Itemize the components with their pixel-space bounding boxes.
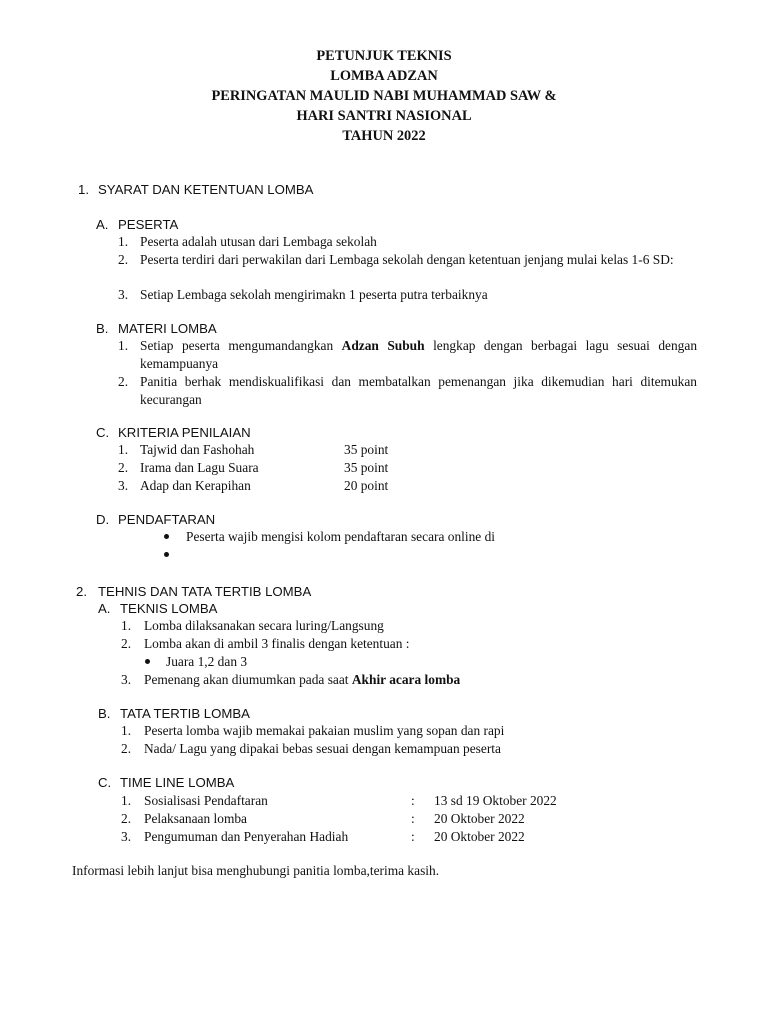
list-item-number: 3. [118, 478, 129, 493]
criteria-value: 35 point [344, 460, 389, 475]
subsection-2c-letter: C. [98, 775, 112, 790]
list-item-text: Nada/ Lagu yang dipakai bebas sesuai dengan kemampuan peserta [144, 741, 501, 756]
criteria-value: 20 point [344, 478, 389, 493]
section-1-number: 1. [78, 182, 89, 197]
list-item-number: 2. [118, 252, 129, 267]
section-2-heading: TEHNIS DAN TATA TERTIB LOMBA [98, 584, 312, 599]
list-item-text: Setiap Lembaga sekolah mengirimakn 1 peserta putra terbaiknya [140, 287, 488, 302]
timeline-separator: : [411, 793, 415, 808]
bold-text-run: Adzan Subuh [341, 338, 425, 353]
list-item-text [140, 337, 697, 373]
list-item-number: 2. [121, 741, 132, 756]
title-line-3: PERINGATAN MAULID NABI MUHAMMAD SAW & [211, 88, 557, 104]
subsection-1a-heading: PESERTA [118, 217, 179, 232]
criteria-value: 35 point [344, 442, 389, 457]
subsection-1a-letter: A. [96, 217, 109, 232]
subsection-2b-heading: TATA TERTIB LOMBA [120, 706, 250, 721]
text-run: lengkap dengan berbagai lagu sesuai dengan kemampuanya [140, 338, 698, 371]
list-item-number: 2. [118, 374, 129, 389]
subsection-1c-heading: KRITERIA PENILAIAN [118, 425, 251, 440]
list-item-number: 1. [118, 234, 129, 249]
timeline-label: Sosialisasi Pendaftaran [144, 793, 268, 808]
list-item-number: 3. [118, 287, 129, 302]
subsection-1c-letter: C. [96, 425, 110, 440]
bullet-item-text: Peserta wajib mengisi kolom pendaftaran secara online di [186, 529, 495, 544]
list-item-text: Peserta terdiri dari perwakilan dari Lembaga sekolah dengan ketentuan jenjang mulai kelas 1-6 SD: [140, 252, 674, 267]
timeline-label: Pelaksanaan lomba [144, 811, 247, 826]
timeline-separator: : [411, 829, 415, 844]
title-line-2: LOMBA ADZAN [330, 68, 438, 84]
list-item-number: 1. [121, 723, 132, 738]
list-item-text: Lomba dilaksanakan secara luring/Langsung [144, 618, 384, 633]
criteria-label: Adap dan Kerapihan [140, 478, 251, 493]
closing-note: Informasi lebih lanjut bisa menghubungi panitia lomba,terima kasih. [72, 863, 440, 878]
document-title [0, 46, 768, 146]
subsection-1b-letter: B. [96, 321, 109, 336]
bold-text-run: Akhir acara lomba [351, 672, 461, 687]
timeline-date: 20 Oktober 2022 [434, 811, 525, 826]
subsection-2a-heading: TEKNIS LOMBA [120, 601, 218, 616]
section-2-number: 2. [76, 584, 87, 599]
subsection-2a-letter: A. [98, 601, 111, 616]
subsection-2c-heading: TIME LINE LOMBA [120, 775, 235, 790]
subsection-1d-letter: D. [96, 512, 110, 527]
text-run: Pemenang akan diumumkan pada saat [144, 672, 352, 687]
list-item-text: Peserta adalah utusan dari Lembaga sekolah [140, 234, 377, 249]
timeline-date: 13 sd 19 Oktober 2022 [434, 793, 557, 808]
subsection-1d-heading: PENDAFTARAN [118, 512, 216, 527]
list-item-text: Panitia berhak mendiskualifikasi dan membatalkan pemenangan jika dikemudian hari ditemukan kecurangan [140, 374, 697, 407]
list-item-number: 1. [118, 442, 129, 457]
bullet-dot [164, 552, 169, 557]
title-line-5: TAHUN 2022 [342, 128, 426, 144]
list-item-number: 1. [118, 338, 129, 353]
sub-bullet-text: Juara 1,2 dan 3 [166, 654, 248, 669]
text-run: Setiap peserta mengumandangkan [140, 338, 342, 353]
list-item-number: 2. [121, 811, 132, 826]
list-item-text: Lomba akan di ambil 3 finalis dengan ketentuan : [144, 636, 410, 651]
timeline-separator: : [411, 811, 415, 826]
list-item-number: 2. [121, 636, 132, 651]
bullet-dot [164, 534, 169, 539]
title-line-1: PETUNJUK TEKNIS [316, 48, 452, 64]
criteria-label: Irama dan Lagu Suara [140, 460, 259, 475]
subsection-1b-heading: MATERI LOMBA [118, 321, 217, 336]
list-item-number: 1. [121, 793, 132, 808]
list-item-number: 1. [121, 618, 132, 633]
list-item-text: Peserta lomba wajib memakai pakaian muslim yang sopan dan rapi [144, 723, 505, 738]
list-item-number: 2. [118, 460, 129, 475]
list-item-text [144, 671, 460, 689]
title-line-4: HARI SANTRI NASIONAL [296, 108, 472, 124]
section-1-heading: SYARAT DAN KETENTUAN LOMBA [98, 182, 314, 197]
list-item-number: 3. [121, 829, 132, 844]
criteria-label: Tajwid dan Fashohah [140, 442, 255, 457]
timeline-label: Pengumuman dan Penyerahan Hadiah [144, 829, 349, 844]
list-item-number: 3. [121, 672, 132, 687]
timeline-date: 20 Oktober 2022 [434, 829, 525, 844]
subsection-2b-letter: B. [98, 706, 111, 721]
bullet-dot [145, 659, 150, 664]
